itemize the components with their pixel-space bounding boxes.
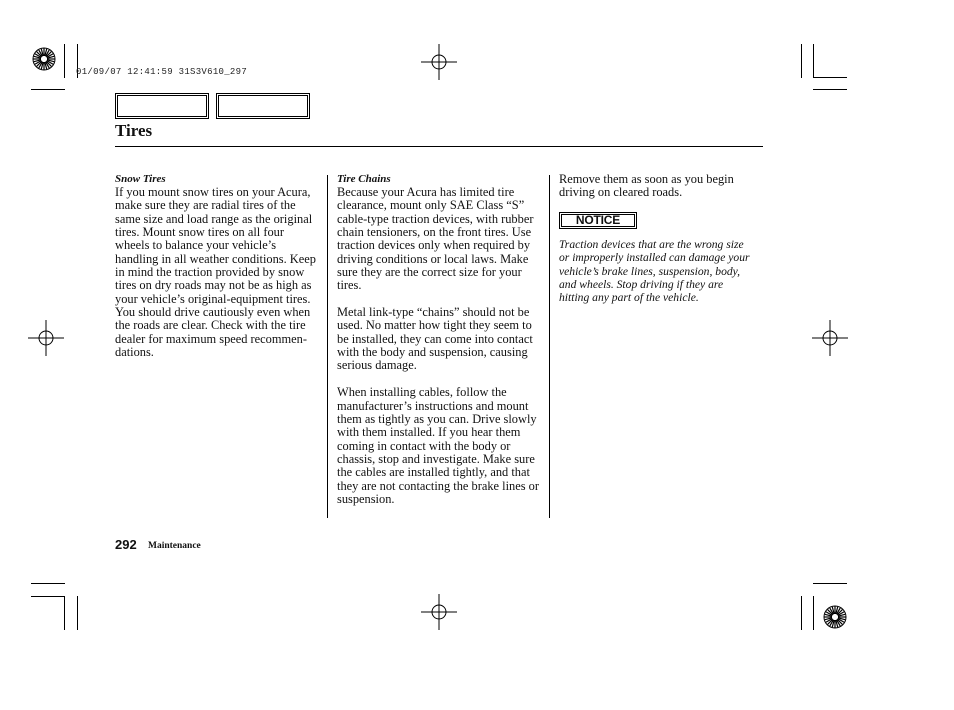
page-title: Tires [115, 121, 153, 140]
crop-mark [77, 596, 78, 630]
paragraph: Remove them as soon as you begin driving on cleared roads. [559, 172, 734, 200]
column-middle [337, 173, 544, 506]
paragraph: If you mount snow tires on your Acura, make sure they are radial tires of the same size and load range as the original tires. Mount snow tires on all four wheels to balance your vehicle’s handling in all weather conditions. Keep in mind the traction provided by snow tires on dry roads may not be as high as your vehicle’s original-equipment tires. You should drive cautiously even when the roads are clear. Check with the tire dealer for maximum speed recommen-dations. [115, 185, 316, 360]
paragraph: Metal link-type “chains” should not be used. No matter how tight they seem to be installed, they can come into contact with the body and suspension, causing serious damage. [337, 305, 533, 373]
crop-mark [64, 44, 65, 78]
header-tab-box [216, 93, 310, 119]
crosshair-registration-icon [421, 44, 457, 80]
print-timestamp: 01/09/07 12:41:59 31S3V610_297 [76, 67, 248, 77]
crop-mark [31, 596, 65, 597]
paragraph: Because your Acura has limited tire clearance, mount only SAE Class “S” cable-type traction devices, with rubber chain tensioners, on the front tires. Use traction devices only when required by driving conditions or local laws. Make sure they are the correct size for your tires. [337, 185, 534, 293]
registration-sunburst-icon [822, 604, 848, 630]
column-divider [549, 175, 550, 518]
subhead-snow-tires: Snow Tires [115, 173, 166, 185]
crop-mark [813, 89, 847, 90]
notice-label: NOTICE [559, 212, 637, 229]
crop-mark [813, 44, 814, 78]
column-divider [327, 175, 328, 518]
notice-text [559, 238, 755, 304]
crosshair-registration-icon [421, 594, 457, 630]
notice-paragraph: Traction devices that are the wrong size or improperly installed can damage your vehicle’s brake lines, suspension, body, and wheels. Stop driving if they are hitting any part of the vehicle. [559, 238, 750, 305]
crosshair-registration-icon [812, 320, 848, 356]
crop-mark [813, 596, 814, 630]
section-name: Maintenance [148, 541, 201, 551]
page-number: 292 [115, 537, 137, 552]
sunburst-svg [31, 46, 57, 72]
column-right [559, 173, 755, 200]
title-rule [115, 146, 763, 147]
column-left [115, 173, 321, 359]
registration-sunburst-icon [31, 46, 57, 72]
crop-mark [801, 596, 802, 630]
crop-mark [64, 596, 65, 630]
header-tab-box [115, 93, 209, 119]
subhead-tire-chains: Tire Chains [337, 173, 391, 185]
crop-mark [31, 583, 65, 584]
crop-mark [31, 89, 65, 90]
crosshair-registration-icon [28, 320, 64, 356]
sunburst-svg [822, 604, 848, 630]
crop-mark [813, 77, 847, 78]
crop-mark [813, 583, 847, 584]
crop-mark [801, 44, 802, 78]
paragraph: When installing cables, follow the manufacturer’s instructions and mount them as tightly as you can. Drive slowly with them installed. If you hear them coming in contact with the body or chassis, stop and investigate. Make sure the cables are installed tightly, and that they are not contacting the brake lines or suspension. [337, 385, 539, 506]
